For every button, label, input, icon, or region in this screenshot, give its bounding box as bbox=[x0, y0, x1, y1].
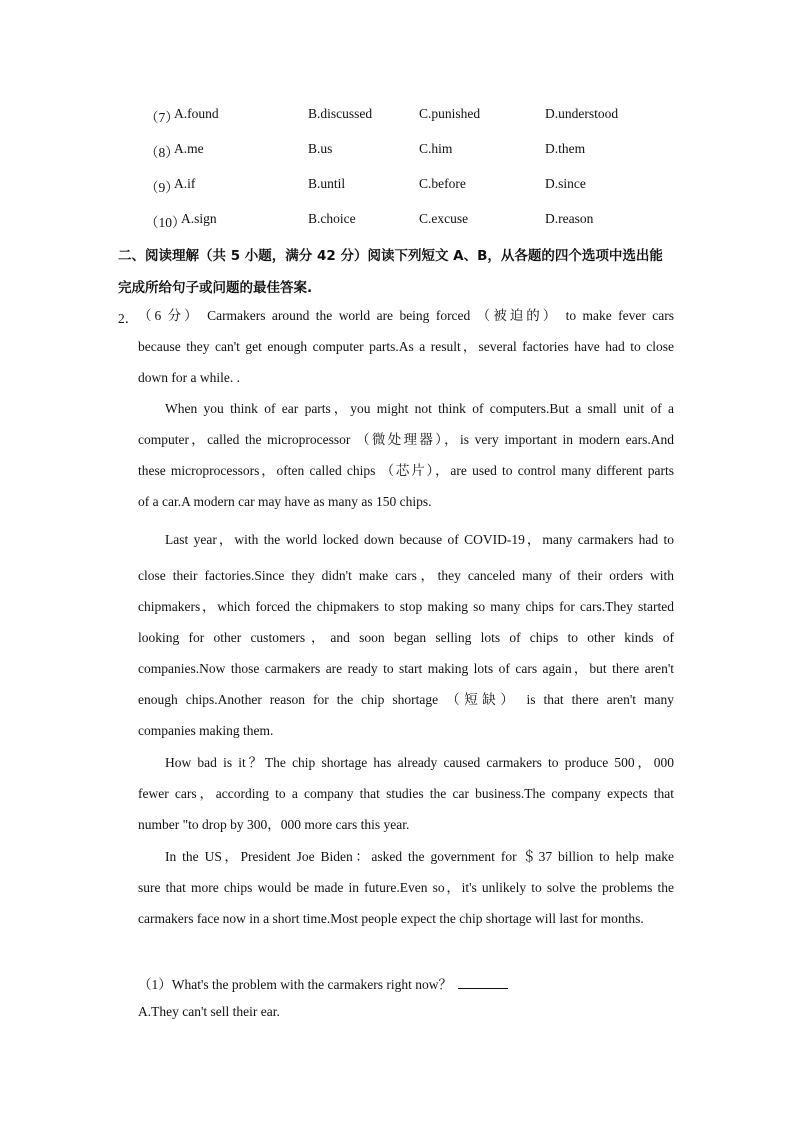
text-line: close their factories.Since they didn't make cars，they canceled many of their orders with bbox=[138, 568, 674, 583]
answer-blank[interactable] bbox=[458, 976, 508, 989]
option-b: B.discussed bbox=[308, 106, 373, 121]
text-line: In the US，President Joe Biden：asked the government for ＄37 billion to help make bbox=[165, 849, 674, 864]
section-heading-line-2: 完成所给句子或问题的最佳答案. bbox=[118, 280, 313, 296]
option-d: D.them bbox=[545, 141, 586, 156]
passage-paragraph-3 bbox=[138, 524, 674, 746]
text-line: down for a while. . bbox=[138, 370, 240, 385]
text-line: enough chips.Another reason for the chip shortage （短缺） is that there aren't many bbox=[138, 692, 674, 707]
option-number: （9） bbox=[145, 180, 179, 195]
option-a: A.me bbox=[174, 141, 204, 156]
text-line: sure that more chips would be made in future.Even so，it's unlikely to solve the problems the bbox=[138, 880, 674, 895]
passage-paragraph-2 bbox=[138, 393, 674, 517]
text-line: looking for other customers，and soon began selling lots of chips to other kinds of bbox=[138, 630, 674, 645]
option-c: C.before bbox=[419, 176, 466, 191]
text-line: How bad is it？The chip shortage has already caused carmakers to produce 500，000 bbox=[165, 755, 674, 770]
text-line: companies.Now those carmakers are ready to start making lots of cars again，but there aren't bbox=[138, 661, 674, 676]
option-a: A.found bbox=[174, 106, 219, 121]
option-d: D.since bbox=[545, 176, 586, 191]
option-number: （8） bbox=[145, 145, 179, 160]
passage-paragraph-5 bbox=[138, 841, 674, 934]
option-c: C.him bbox=[419, 141, 453, 156]
option-c: C.excuse bbox=[419, 211, 469, 226]
passage-paragraph-1 bbox=[138, 300, 674, 393]
section-heading-line-1: 二、阅读理解（共 5 小题，满分 42 分）阅读下列短文 A、B，从各题的四个选项中选出能 bbox=[118, 248, 663, 264]
passage-paragraph-4 bbox=[138, 747, 674, 840]
option-c: C.punished bbox=[419, 106, 481, 121]
sub-question-text: （1）What's the problem with the carmakers right now？ bbox=[138, 977, 452, 992]
option-d: D.understood bbox=[545, 106, 619, 121]
text-line: （6 分） Carmakers around the world are being forced （被迫的） to make fever cars bbox=[138, 308, 674, 323]
option-d: D.reason bbox=[545, 211, 594, 226]
text-line: of a car.A modern car may have as many as 150 chips. bbox=[138, 494, 432, 509]
option-b: B.choice bbox=[308, 211, 356, 226]
text-line: When you think of ear parts，you might not think of computers.But a small unit of a bbox=[165, 401, 674, 416]
text-line: companies making them. bbox=[138, 723, 274, 738]
option-number: （7） bbox=[145, 110, 179, 125]
option-a: A.sign bbox=[181, 211, 217, 226]
option-b: B.until bbox=[308, 176, 346, 191]
text-line: fewer cars，according to a company that studies the car business.The company expects that bbox=[138, 786, 674, 801]
option-b: B.us bbox=[308, 141, 333, 156]
option-number: （10） bbox=[145, 215, 186, 230]
text-line: chipmakers，which forced the chipmakers to stop making so many chips for cars.They started bbox=[138, 599, 674, 614]
text-line: carmakers face now in a short time.Most people expect the chip shortage will last for months. bbox=[138, 911, 644, 926]
text-line: these microprocessors，often called chips （芯片），are used to control many different parts bbox=[138, 463, 674, 478]
option-a: A.if bbox=[174, 176, 196, 191]
question-number: 2． bbox=[118, 311, 139, 326]
text-line: computer，called the microprocessor （微处理器），is very important in modern ears.And bbox=[138, 432, 674, 447]
sub-question-1-option-a: A.They can't sell their ear. bbox=[138, 1004, 280, 1019]
text-line: Last year，with the world locked down because of COVID-19，many carmakers had to bbox=[165, 532, 674, 547]
sub-question-1 bbox=[138, 973, 508, 993]
text-line: because they can't get enough computer parts.As a result，several factories have had to close bbox=[138, 339, 674, 354]
text-line: number "to drop by 300，000 more cars this year. bbox=[138, 817, 410, 832]
